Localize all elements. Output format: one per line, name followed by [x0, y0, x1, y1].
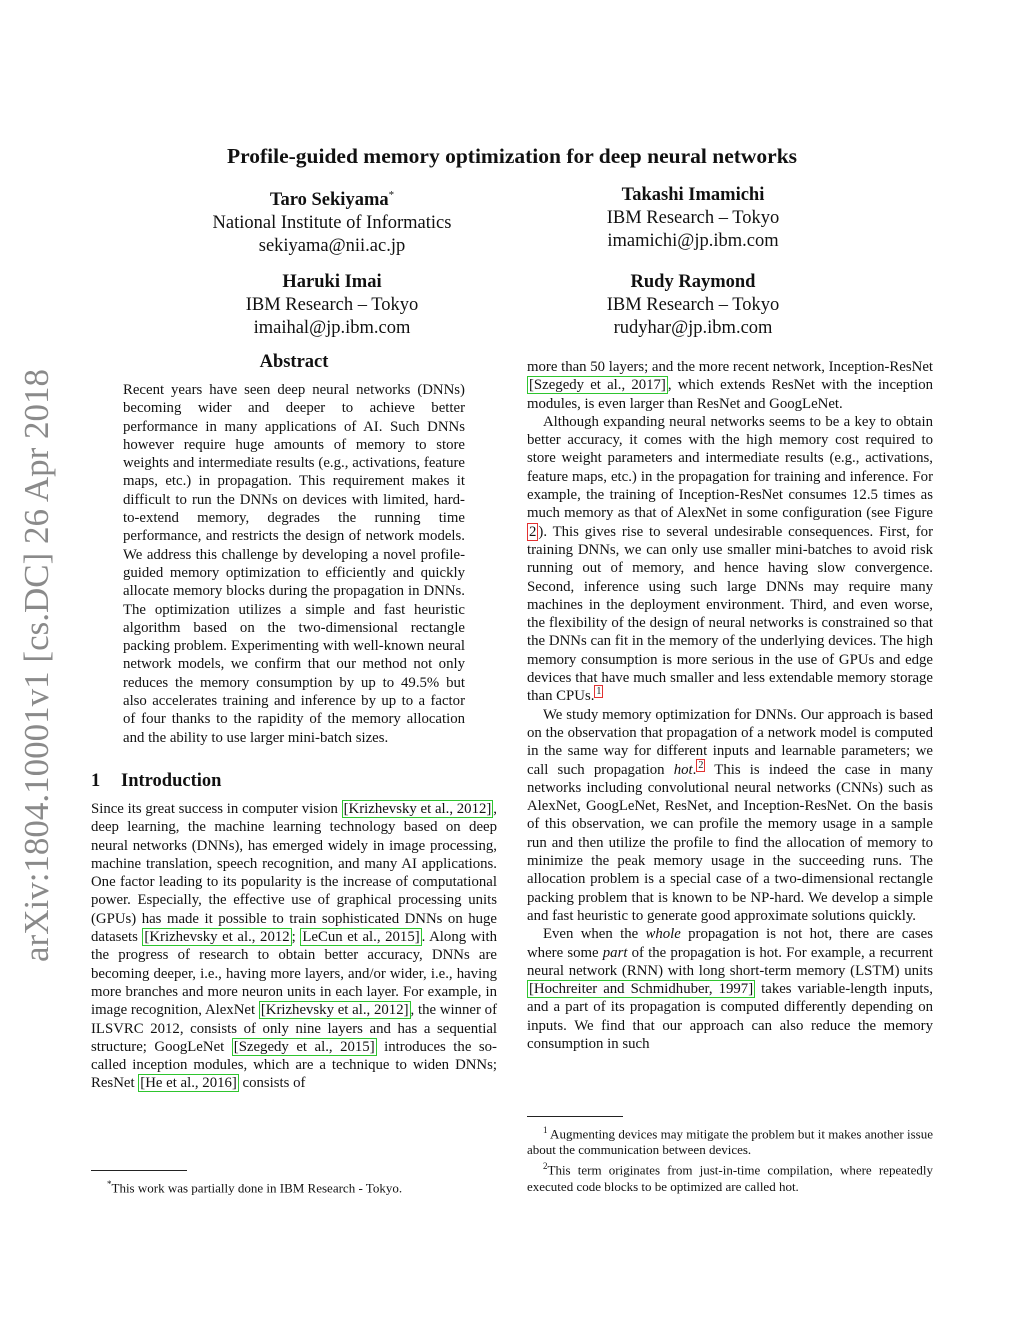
footnote-link[interactable]: 2 [698, 759, 704, 771]
body-paragraph: Although expanding neural networks seems to be a key to obtain better accuracy, it comes with the high memory cost required to store weight parameters and intermediate results (e.g., activations, feature maps, etc.) in the propagation for training and inference. For example, the training of Inception-ResNet consumes 12.5 times as much memory as that of AlexNet in some configuration (see Figure 2 ). This gives rise to several undesirable consequences. First, for training DNNs, we can only use smaller mini-batches to avoid risk running out of memory, and hence having slow convergence. Second, inference using such large DNNs may require many machines in the deployment environment. Third, and even worse, the flexibility of the design of neural networks is constrained so that the DNNs can fit in the memory of the underlying devices. The high memory consumption is more serious in the use of GPUs and edge devices that have much smaller and less extendable memory storage than CPUs. $^1$ [527, 413, 933, 705]
author-block [513, 271, 873, 340]
citation-link[interactable]: [Krizhevsky et al., 2012 [144, 929, 290, 946]
author-name: Taro Sekiyama* [269, 189, 395, 211]
citation-link[interactable]: [Szegedy et al., 2015] [233, 1038, 375, 1055]
arxiv-identifier: arXiv:1804.10001v1 [cs.DC] 26 Apr 2018 [17, 368, 56, 962]
author-name: Takashi Imamichi [621, 185, 765, 205]
author-block [152, 271, 512, 340]
author-email[interactable]: sekiyama@nii.ac.jp [258, 236, 406, 257]
left-column [91, 352, 497, 1093]
author-name: Rudy Raymond [630, 272, 756, 292]
abstract-heading: Abstract [259, 352, 329, 372]
author-affiliation: National Institute of Informatics [212, 213, 452, 234]
section-number: 1 [91, 770, 101, 791]
body-paragraph: more than 50 layers; and the more recent network, Inception-ResNet [Szegedy et al., 2017] , which extends ResNet with the inception modules, is even larger than ResNet and GoogLeNet. [527, 359, 934, 412]
citation-link[interactable]: [Hochreiter and Schmidhuber, 1997] [529, 981, 754, 998]
citation-link[interactable]: [Szegedy et al., 2017] [529, 377, 666, 394]
author-email[interactable]: imaihal@jp.ibm.com [253, 318, 411, 338]
author-email[interactable]: imamichi@jp.ibm.com [607, 231, 779, 251]
section-heading [91, 771, 497, 792]
section-title: Introduction [121, 770, 222, 791]
author-email[interactable]: rudyhar@jp.ibm.com [613, 318, 773, 338]
body-paragraph: We study memory optimization for DNNs. Our approach is based on the observation that propagation of a network model is computed in the same way for different inputs and learnable parameters; we call such propagation hot. $^2$ This is indeed the case in many networks including convolutional neural networks (CNNs) such as AlexNet, GoogLeNet, ResNet, and Inception-ResNet. On the basis of this observation, we can profile the memory usage in a sample run and then utilize the profile to find the allocation of memory to minimize the peak memory usage in the succeeding runs. The allocation problem is a special case of a two-dimensional rectangle packing problem that is known to be NP-hard. We develop a simple and fast heuristic to generate good approximate solutions quickly. [527, 706, 933, 924]
author-block [513, 184, 873, 253]
intro-paragraph: Since its great success in computer vision [Krizhevsky et al., 2012] , deep learning, the machine learning technology based on deep neural networks (DNNs), has emerged widely in image processing, machine translation, speech recognition, and many AI applications. One factor leading to its popularity is the increase of computational power. Especially, the effective use of graphical processing units (GPUs) has made it possible to train sophisticated DNNs on huge datasets [Krizhevsky et al., 2012 ; LeCun et al., 2015] . Along with the progress of research to obtain better accuracy, DNNs are becoming deeper, i.e., having more layers, and/or wider, i.e., having more branches and more neuron units in each layer. For example, in image recognition, AlexNet [Krizhevsky et al., 2012] , the winner of ILSVRC 2012, consists of only nine layers and has a sequential structure; GoogLeNet [Szegedy et al., 2015] introduces the so-called inception modules, which are a technique to widen DNNs; ResNet [He et al., 2016] consists of [91, 800, 497, 1092]
figure-link[interactable]: 2 [529, 523, 537, 540]
footnote: $^2$This term originates from just-in-time compilation, where repeatedly executed code blocks to be optimized are called hot. [527, 1161, 933, 1194]
footnote-divider [91, 1170, 187, 1171]
author-name: Haruki Imai [282, 272, 382, 292]
abstract-text: Recent years have seen deep neural networks (DNNs) becoming wider and deeper to achieve better performance in many applications of AI. Such DNNs however require huge amounts of memory to store weights and intermediate results (e.g., activations, feature maps, etc.) in propagation. This requirement makes it difficult to run the DNNs on devices with limited, hard-to-extend memory, degrades the running time performance, and restricts the design of network models. We address this challenge by developing a novel profile-guided memory optimization to efficiently and quickly allocate memory blocks during the propagation in DNNs. The optimization utilizes a simple and fast heuristic algorithm based on the two-dimensional rectangle packing problem. Experimenting with well-known neural network models, we confirm that our method not only reduces the memory consumption by up to 49.5% but also accelerates training and inference by up to a factor of four thanks to the rapidity of the memory allocation and the ability to use larger mini-batch sizes. [123, 382, 465, 746]
body-paragraph: Even when the whole propagation is not hot, there are cases where some part of the propagation is hot. For example, a recurrent neural network (RNN) with long short-term memory (LSTM) units [Hochreiter and Schmidhuber, 1997] takes variable-length inputs, and a part of its propagation is computed differently depending on inputs. We find that our approach can also reduce the memory consumption in such [527, 926, 934, 1052]
author-block [152, 184, 512, 258]
author-affiliation: IBM Research – Tokyo [245, 295, 419, 315]
footnote-divider [527, 1116, 623, 1117]
footnote: $^1$ Augmenting devices may mitigate the problem but it makes another issue about the communication between devices. [527, 1125, 933, 1158]
footnote: *This work was partially done in IBM Research - Tokyo. [107, 1179, 403, 1196]
author-affiliation: IBM Research – Tokyo [606, 208, 780, 228]
right-footnotes [527, 1102, 933, 1195]
footnote-link[interactable]: 1 [596, 686, 602, 698]
citation-link[interactable]: [Krizhevsky et al., 2012] [343, 800, 492, 817]
citation-link[interactable]: [Krizhevsky et al., 2012] [260, 1002, 409, 1019]
author-affiliation: IBM Research – Tokyo [606, 295, 780, 315]
left-footnotes [91, 1156, 497, 1196]
citation-link[interactable]: LeCun et al., 2015] [302, 929, 420, 946]
paper-title: Profile-guided memory optimization for deep neural networks [226, 144, 798, 168]
citation-link[interactable]: [He et al., 2016] [140, 1075, 237, 1092]
right-column [527, 358, 933, 1053]
